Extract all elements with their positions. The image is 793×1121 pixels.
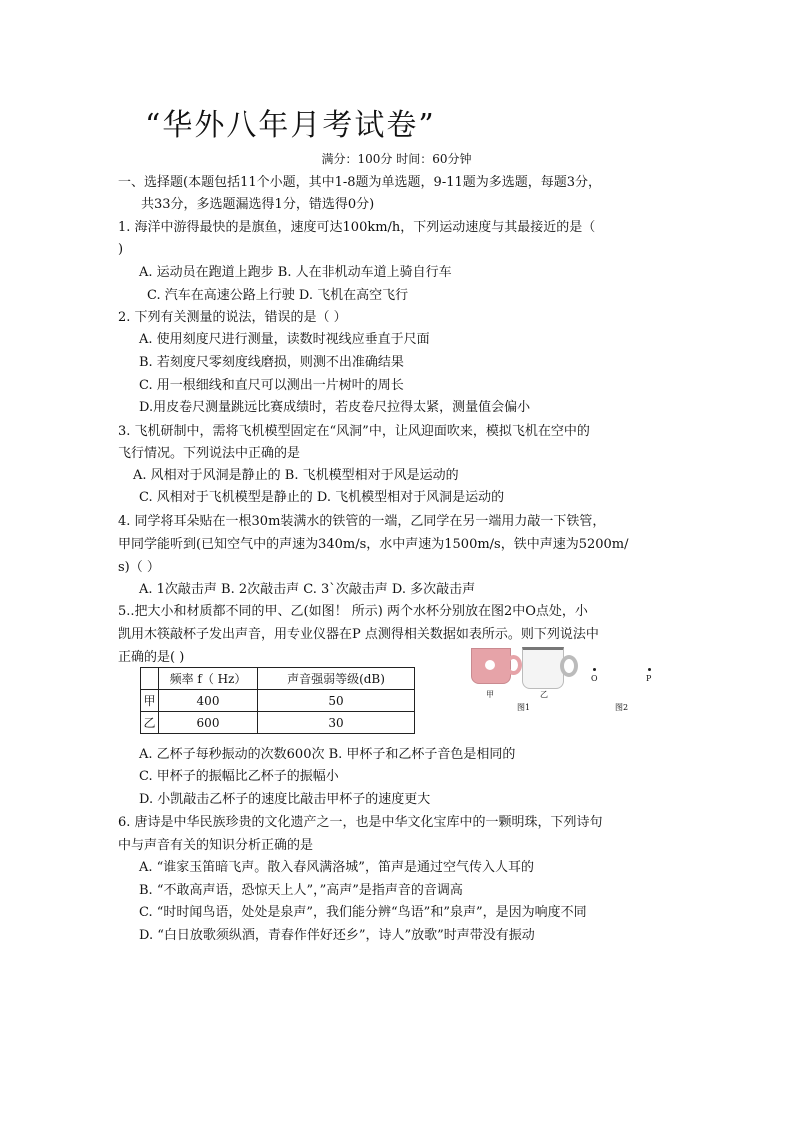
table-header-row xyxy=(141,668,415,690)
figure2-label: 图2 xyxy=(615,703,629,712)
table-header-cell: 声音强弱等级(dB) xyxy=(258,668,415,690)
q3-stem-line1: 3. 飞机研制中，需将飞机模型固定在“风洞”中，让风迎面吹来，模拟飞机在空中的 xyxy=(118,424,590,439)
pink-cup-image xyxy=(471,648,521,684)
q3-stem-line2: 飞行情况。下列说法中正确的是 xyxy=(118,446,301,461)
q2-option-b: B. 若刻度尺零刻度线磨损，则测不出准确结果 xyxy=(139,355,404,370)
q5-data-table xyxy=(140,667,415,734)
point-p-label: P xyxy=(646,674,652,683)
table-cell: 30 xyxy=(258,712,415,734)
table-row xyxy=(141,712,415,734)
table-cell: 甲 xyxy=(141,690,159,712)
table-cell: 乙 xyxy=(141,712,159,734)
q3-options-cd: C. 风相对于飞机模型是静止的 D. 飞机模型相对于风洞是运动的 xyxy=(139,490,505,505)
table-row xyxy=(141,690,415,712)
point-o-marker xyxy=(593,668,596,671)
q6-option-b: B. “不敢高声语，恐惊天上人”，”高声”是指声音的音调高 xyxy=(139,883,463,898)
figure1-label: 图1 xyxy=(517,703,531,712)
q5-option-d: D. 小凯敲击乙杯子的速度比敲击甲杯子的速度更大 xyxy=(139,792,431,807)
page-title: “华外八年月考试卷” xyxy=(145,108,436,143)
q2-stem: 2. 下列有关测量的说法，错误的是（ ） xyxy=(118,310,347,325)
section-heading-line2: 共33分，多选题漏选得1分，错选得0分) xyxy=(141,197,375,212)
table-header-cell: 频率 f（ Hz） xyxy=(159,668,258,690)
q4-stem-line2: 甲同学能听到(已知空气中的声速为340m/s，水中声速为1500m/s，铁中声速为5200m/ xyxy=(118,537,629,552)
q1-options-cd: C. 汽车在高速公路上行驶 D. 飞机在高空飞行 xyxy=(147,288,409,303)
q6-option-c: C. “时时闻鸟语，处处是泉声”，我们能分辨“鸟语”和”泉声”，是因为响度不同 xyxy=(139,905,587,920)
q2-option-d: D.用皮卷尺测量跳远比赛成绩时，若皮卷尺拉得太紧，测量值会偏小 xyxy=(139,400,531,415)
q6-stem-line2: 中与声音有关的知识分析正确的是 xyxy=(118,838,314,853)
q1-stem-line1: 1. 海洋中游得最快的是旗鱼，速度可达100km/h，下列运动速度与其最接近的是（ xyxy=(118,220,596,235)
q3-options-ab: A. 风相对于风洞是静止的 B. 飞机模型相对于风是运动的 xyxy=(133,468,459,483)
table-header-cell xyxy=(141,668,159,690)
table-cell: 50 xyxy=(258,690,415,712)
table-cell: 400 xyxy=(159,690,258,712)
point-p-marker xyxy=(648,668,651,671)
cup2-label: 乙 xyxy=(540,690,548,699)
q2-option-c: C. 用一根细线和直尺可以测出一片树叶的周长 xyxy=(139,378,404,393)
q5-stem-line2: 凯用木筷敲杯子发出声音，用专业仪器在P 点测得相关数据如表所示。则下列说法中 xyxy=(118,627,599,642)
section-heading-line1: 一、选择题(本题包括11个小题，其中1-8题为单选题，9-11题为多选题，每题3分， xyxy=(118,175,602,190)
q4-stem-line3: s)（ ） xyxy=(118,560,160,575)
q1-stem-line2: ) xyxy=(118,242,124,257)
q5-stem-line3: 正确的是( ) xyxy=(118,650,185,665)
table-cell: 600 xyxy=(159,712,258,734)
exam-meta: 满分：100分 时间：60分钟 xyxy=(321,152,472,166)
q5-options-ab: A. 乙杯子每秒振动的次数600次 B. 甲杯子和乙杯子音色是相同的 xyxy=(139,747,516,762)
q4-options: A. 1次敲击声 B. 2次敲击声 C. 3`次敲击声 D. 多次敲击声 xyxy=(139,582,476,597)
cup1-label: 甲 xyxy=(486,690,494,699)
q5-stem-line1: 5..把大小和材质都不同的甲、乙(如图！ 所示) 两个水杯分别放在图2中O点处，小 xyxy=(118,604,588,619)
q6-stem-line1: 6. 唐诗是中华民族珍贵的文化遗产之一，也是中华文化宝库中的一颗明珠，下列诗句 xyxy=(118,815,603,830)
q6-option-d: D. “白日放歌须纵酒，青春作伴好还乡”，诗人”放歌”时声带没有振动 xyxy=(139,928,535,943)
q2-option-a: A. 使用刻度尺进行测量，读数时视线应垂直于尺面 xyxy=(139,332,430,347)
point-o-label: O xyxy=(591,674,598,683)
white-cup-image xyxy=(522,647,580,687)
q6-option-a: A. “谁家玉笛暗飞声。散入春风满洛城”，笛声是通过空气传入人耳的 xyxy=(139,860,534,875)
q1-options-ab: A. 运动员在跑道上跑步 B. 人在非机动车道上骑自行车 xyxy=(139,265,452,280)
q5-option-c: C. 甲杯子的振幅比乙杯子的振幅小 xyxy=(139,769,339,784)
q4-stem-line1: 4. 同学将耳朵贴在一根30m装满水的铁管的一端，乙同学在另一端用力敲一下铁管， xyxy=(118,514,606,529)
